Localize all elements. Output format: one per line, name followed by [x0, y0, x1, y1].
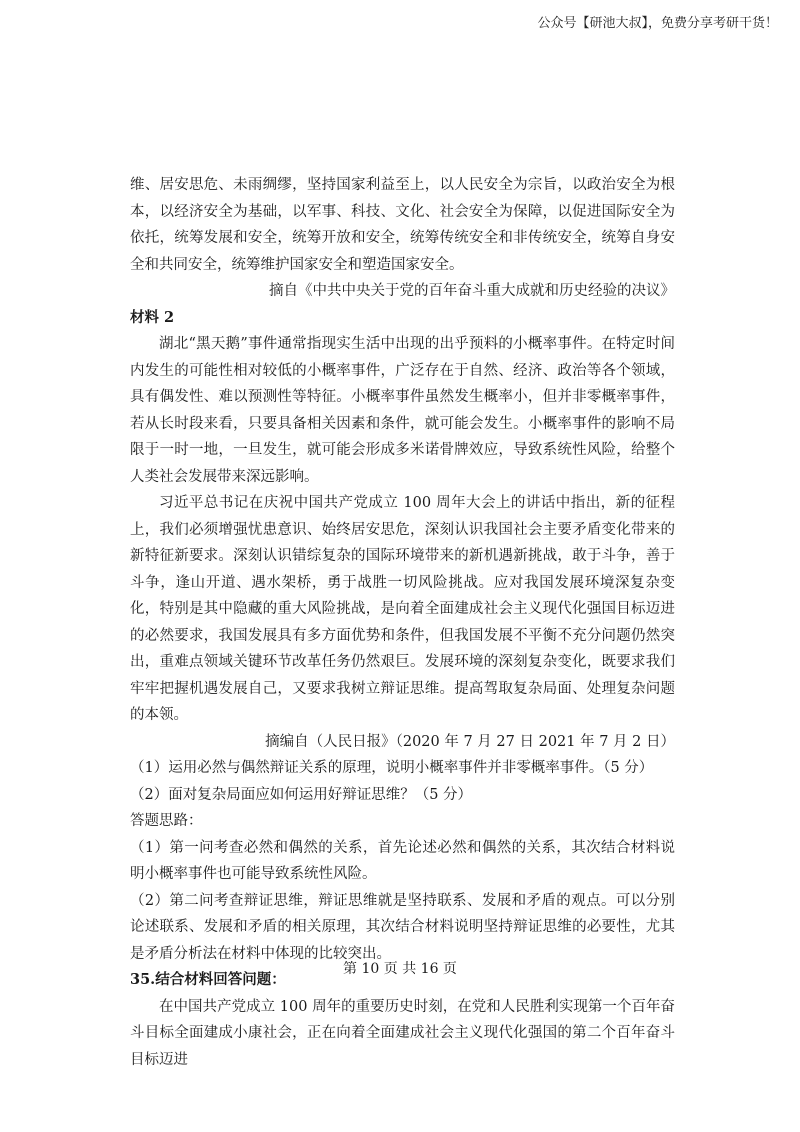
- paragraph-top: 维、居安思危、未雨绸缪，坚持国家利益至上，以人民安全为宗旨，以政治安全为根本，以经济安全为基础，以军事、科技、文化、社会安全为保障，以促进国际安全为依托，统筹发展和安全，统筹开放和安全，统筹传统安全和非传统安全，统筹自身安全和共同安全，统筹维护国家安全和塑造国家安全。: [130, 177, 675, 273]
- question-35-paragraph: 在中国共产党成立 100 周年的重要历史时刻，在党和人民胜利实现第一个百年奋斗目标全面建成小康社会，正在向着全面建成社会主义现代化强国的第二个百年奋斗目标迈进: [130, 998, 675, 1068]
- question-1: （1）运用必然与偶然辩证关系的原理，说明小概率事件并非零概率事件。（5 分）: [130, 760, 654, 776]
- question-2: （2）面对复杂局面应如何运用好辩证思维？（5 分）: [130, 786, 473, 803]
- watermark-text: 公众号【研池大叔】，免费分享考研干货！: [537, 16, 778, 31]
- page-number-footer: 第 10 页 共 16 页: [343, 961, 457, 977]
- source-citation-1: 摘自《中共中央关于党的百年奋斗重大成就和历史经验的决议》: [269, 283, 675, 299]
- material-2-paragraph-2: 习近平总书记在庆祝中国共产党成立 100 周年大会上的讲话中指出，新的征程上，我们必须增强忧患意识、始终居安思危，深刻认识我国社会主要矛盾变化带来的新特征新要求。深刻认识错综复杂的国际环境带来的新机遇新挑战，敢于斗争，善于斗争，逢山开道、遇水架桥，勇于战胜一切风险挑战。应对我国发展环境深复杂变化，特别是其中隐藏的重大风险挑战，是向着全面建成社会主义现代化强国目标迈进的必然要求，我国发展具有多方面优势和条件，但我国发展不平衡不充分问题仍然突出，重难点领域关键环节改革任务仍然艰巨。发展环境的深刻复杂变化，既要求我们牢牢把握机遇发展自己，又要求我树立辩证思维。提高驾取复杂局面、处理复杂问题的本领。: [130, 495, 675, 723]
- answer-heading: 答题思路：: [130, 813, 203, 829]
- material-2-heading: 材料 2: [130, 308, 175, 326]
- answer-2: （2）第二问考查辩证思维，辩证思维就是坚持联系、发展和矛盾的观点。可以分别论述联系、发展和矛盾的相关原理，其次结合材料说明坚持辩证思维的必要性，尤其是矛盾分析法在材料中体现的比较突出。: [130, 892, 675, 962]
- document-body: [130, 172, 675, 1073]
- answer-1: （1）第一问考查必然和偶然的关系，首先论述必然和偶然的关系，其次结合材料说明小概率事件也可能导致系统性风险。: [130, 839, 675, 882]
- question-35-heading: 35.结合材料回答问题：: [130, 971, 286, 988]
- source-citation-2: 摘编自（人民日报》（2020 年 7 月 27 日 2021 年 7 月 2 日）: [265, 733, 675, 750]
- material-2-paragraph-1: 湖北“黑天鹅”事件通常指现实生活中出现的出乎预料的小概率事件。在特定时间内发生的可能性相对较低的小概率事件，广泛存在于自然、经济、政治等各个领域，具有偶发性、难以预测性等特征。小概率事件虽然发生概率小，但并非零概率事件，若从长时段来看，只要具备相关因素和条件，就可能会发生。小概率事件的影响不局限于一时一地，一旦发生，就可能会形成多米诺骨牌效应，导致系统性风险，给整个人类社会发展带来深远影响。: [130, 336, 675, 485]
